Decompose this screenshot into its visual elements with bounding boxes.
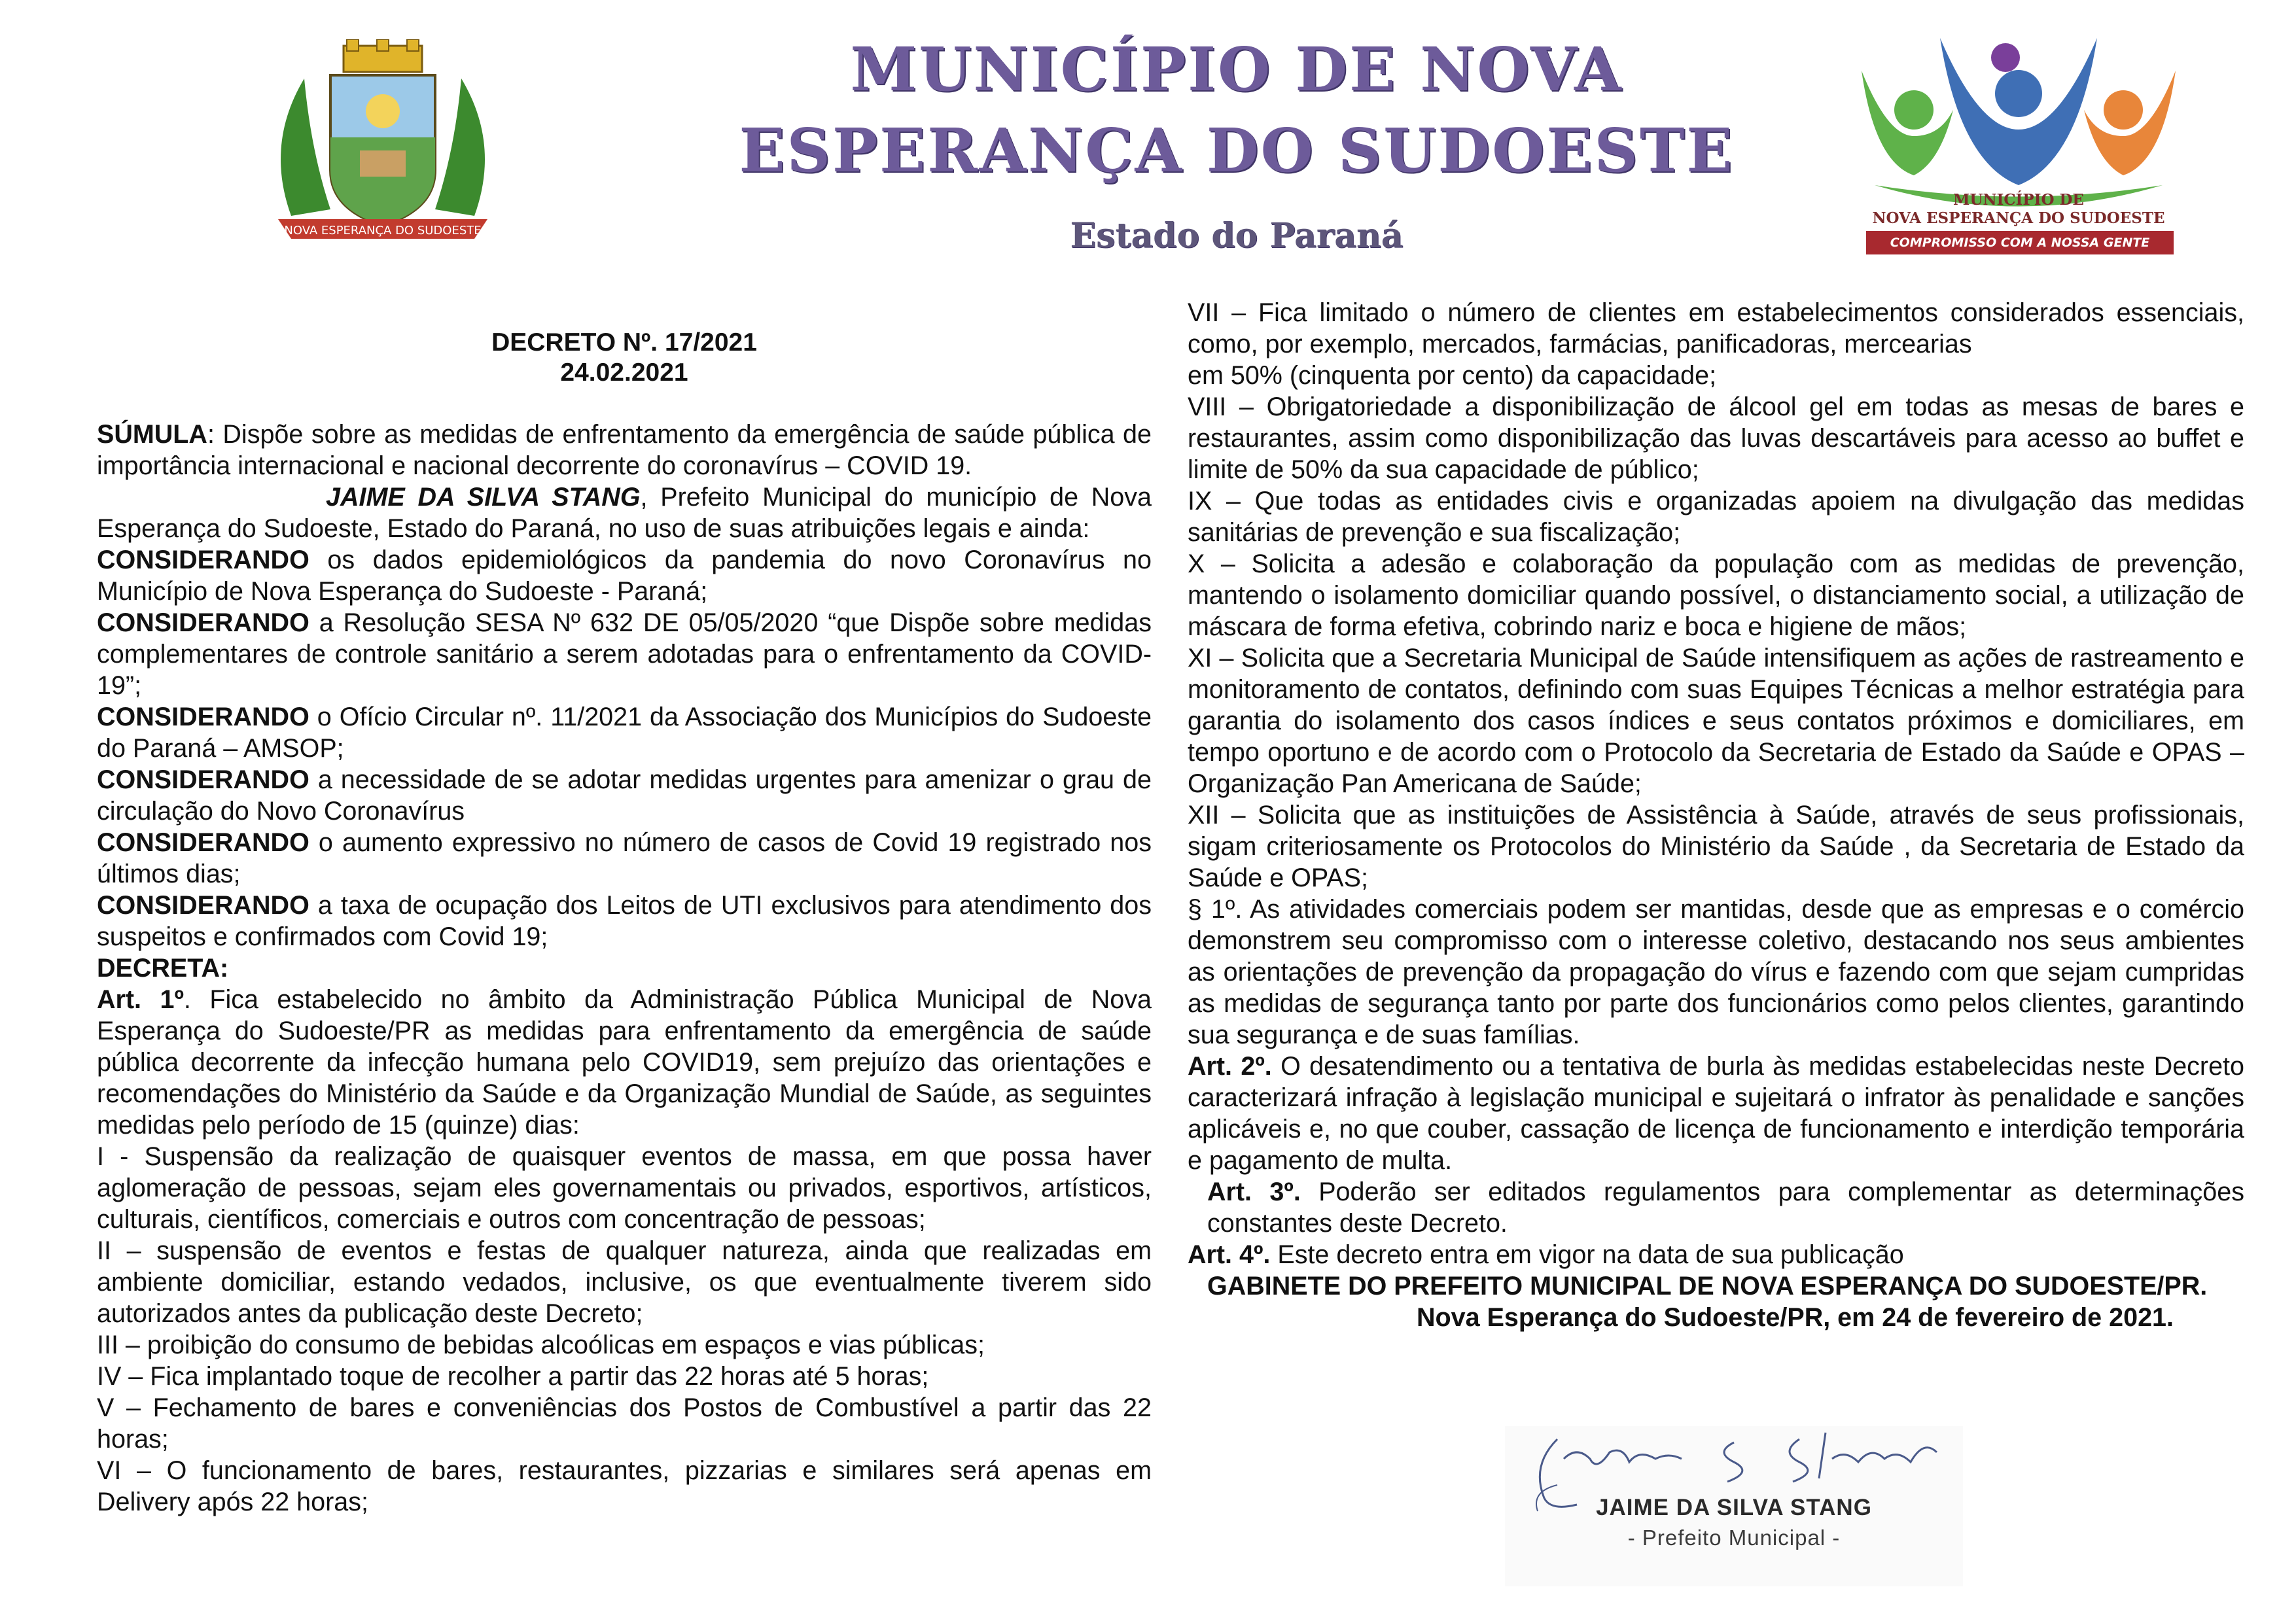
sumula-label: SÚMULA (97, 420, 207, 449)
place-date-line: Nova Esperança do Sudoeste/PR, em 24 de fevereiro de 2021. (1417, 1303, 2174, 1332)
gabinete-line: GABINETE DO PREFEITO MUNICIPAL DE NOVA ESPERANÇA DO SUDOESTE/PR. (1207, 1272, 2208, 1300)
sumula-paragraph (97, 419, 1152, 481)
item-iii: III – proibição do consumo de bebidas alcoólicas em espaços e vias públicas; (97, 1331, 985, 1359)
considerando-5-text: o aumento expressivo no número de casos de Covid 19 registrado nos últimos dias; (97, 828, 1152, 888)
mayor-paragraph (97, 481, 1152, 544)
mayor-name: JAIME DA SILVA STANG (326, 483, 641, 512)
article-2-text: O desatendimento ou a tentativa de burla às medidas estabelecidas neste Decreto caracterizará infração à legislação municipal e sujeitará o infrator às penalidade e sanções aplicáveis e, no que couber, cassação de licença de funcionamento e interdição temporária e pagamento de multa. (1188, 1052, 2244, 1175)
logo-text-line1: MUNICÍPIO DE (1953, 191, 2084, 209)
item-v: V – Fechamento de bares e conveniências dos Postos de Combustível a partir das 22 horas; (97, 1393, 1152, 1454)
item-vii (1188, 297, 2244, 391)
decree-date: 24.02.2021 (560, 358, 688, 387)
article-4-label: Art. 4º. (1188, 1240, 1271, 1269)
considerando-3-text: o Ofício Circular nº. 11/2021 da Associação dos Municípios do Sudoeste do Paraná – AMSOP; (97, 703, 1152, 763)
item-x: X – Solicita a adesão e colaboração da população com as medidas de prevenção, mantendo o isolamento domiciliar quando possível, o distanciamento social, a utilização de máscara de forma efetiva, cobrindo nariz e boca e higiene de mãos; (1188, 550, 2244, 641)
signature-role: - Prefeito Municipal - (1627, 1526, 1841, 1550)
svg-text:NOVA ESPERANÇA DO SUDOESTE: NOVA ESPERANÇA DO SUDOESTE (284, 224, 482, 237)
considerando-4 (97, 764, 1152, 827)
considerando-3 (97, 701, 1152, 764)
item-iv: IV – Fica implantado toque de recolher a partir das 22 horas até 5 horas; (97, 1362, 929, 1391)
considerando-label: CONSIDERANDO (97, 608, 309, 637)
sumula-text: : Dispõe sobre as medidas de enfrentamento da emergência de saúde pública de importância internacional e nacional decorrente do coronavírus – COVID 19. (97, 420, 1152, 480)
document-header (0, 0, 2296, 301)
article-2-label: Art. 2º. (1188, 1052, 1272, 1081)
item-xi: XI – Solicita que a Secretaria Municipal de Saúde intensifiquem as ações de rastreamento e monitoramento de contatos, definindo com suas Equipes Técnicas a melhor estratégia para garantia do isolamento dos casos índices e seus contatos próximos e domiciliares, em tempo oportuno e de acordo com o Protocolo da Secretaria de Estado da Saúde e OPAS – Organização Pan Americana de Saúde; (1188, 644, 2244, 798)
considerando-6-text: a taxa de ocupação dos Leitos de UTI exclusivos para atendimento dos suspeitos e confirmados com Covid 19; (97, 891, 1152, 951)
left-column (97, 419, 1152, 1518)
article-1 (97, 984, 1152, 1141)
right-column (1188, 297, 2244, 1333)
considerando-label: CONSIDERANDO (97, 703, 309, 731)
considerando-1 (97, 544, 1152, 607)
article-4-text: Este decreto entra em vigor na data de sua publicação (1270, 1240, 1904, 1269)
article-1-label: Art. 1º (97, 985, 184, 1014)
article-3 (1188, 1176, 2244, 1239)
item-vii-text: VII – Fica limitado o número de clientes em estabelecimentos considerados essenciais, como, por exemplo, mercados, farmácias, panificadoras, mercearias (1188, 298, 2244, 358)
decreta-heading: DECRETA: (97, 954, 229, 983)
article-2 (1188, 1051, 2244, 1176)
item-i: I - Suspensão da realização de quaisquer eventos de massa, em que possa haver aglomeração de pessoas, sejam eles governamentais ou privados, esportivos, artísticos, culturais, científicos, comerciais e outros com concentração de pessoas; (97, 1142, 1152, 1234)
state-subtitle: Estado do Paraná (1070, 216, 1404, 256)
item-viii: VIII – Obrigatoriedade a disponibilização de álcool gel em todas as mesas de bares e restaurantes, assim como disponibilização das luvas descartáveis para acesso ao buffet e limite de 50% da sua capacidade de público; (1188, 393, 2244, 484)
municipality-title-line1: MUNICÍPIO DE NOVA (850, 34, 1623, 105)
considerando-6 (97, 890, 1152, 952)
item-xii: XII – Solicita que as instituições de Assistência à Saúde, através de seus profissionais, sigam criteriosamente os Protocolos do Ministério da Saúde , da Secretaria de Estado da Saúde e OPAS; (1188, 801, 2244, 892)
considerando-label: CONSIDERANDO (97, 765, 309, 794)
considerando-label: CONSIDERANDO (97, 828, 309, 857)
decree-title: DECRETO Nº. 17/2021 (491, 328, 757, 357)
considerando-2-text: a Resolução SESA Nº 632 DE 05/05/2020 “que Dispõe sobre medidas complementares de controle sanitário a serem adotadas para o enfrentamento da COVID-19”; (97, 608, 1152, 700)
item-vii-continuation: em 50% (cinquenta por cento) da capacidade; (1188, 361, 1717, 390)
considerando-5 (97, 827, 1152, 890)
considerando-2 (97, 607, 1152, 701)
article-3-text: Poderão ser editados regulamentos para complementar as determinações constantes deste Decreto. (1207, 1178, 2244, 1238)
considerando-label: CONSIDERANDO (97, 546, 309, 574)
considerando-1-text: os dados epidemiológicos da pandemia do novo Coronavírus no Município de Nova Esperança do Sudoeste - Paraná; (97, 546, 1152, 606)
paragraph-1: § 1º. As atividades comerciais podem ser mantidas, desde que as empresas e o comércio demonstrem seu compromisso com o interesse coletivo, destacando nos seus ambientes as orientações de prevenção da propagação do vírus e fazendo com que sejam cumpridas as medidas de segurança tanto por parte dos funcionários como pelos clientes, garantindo sua segurança e de suas famílias. (1188, 895, 2244, 1049)
logo-text-line2: NOVA ESPERANÇA DO SUDOESTE (1872, 209, 2165, 227)
logo-banner: COMPROMISSO COM A NOSSA GENTE (1866, 231, 2174, 254)
article-4 (1188, 1239, 2244, 1270)
item-vi: VI – O funcionamento de bares, restaurantes, pizzarias e similares será apenas em Delivery após 22 horas; (97, 1456, 1152, 1516)
municipality-title-line2: ESPERANÇA DO SUDOESTE (739, 115, 1735, 186)
article-1-text: . Fica estabelecido no âmbito da Administração Pública Municipal de Nova Esperança do Sudoeste/PR as medidas para enfrentamento da emergência de saúde pública decorrente da infecção humana pelo COVID19, sem prejuízo das orientações e recomendações do Ministério da Saúde e da Organização Mundial de Saúde, as seguintes medidas pelo período de 15 (quinze) dias: (97, 985, 1152, 1140)
item-ii: II – suspensão de eventos e festas de qualquer natureza, ainda que realizadas em ambiente domiciliar, estando vedados, inclusive, os que eventualmente tiverem sido autorizados antes da publicação deste Decreto; (97, 1236, 1152, 1328)
considerando-4-text: a necessidade de se adotar medidas urgentes para amenizar o grau de circulação do Novo Coronavírus (97, 765, 1152, 826)
item-ix: IX – Que todas as entidades civis e organizadas apoiem na divulgação das medidas sanitárias de prevenção e sua fiscalização; (1188, 487, 2244, 547)
mayor-text: , Prefeito Municipal do município de Nova Esperança do Sudoeste, Estado do Paraná, no uso de suas atribuições legais e ainda: (97, 483, 1152, 543)
considerando-label: CONSIDERANDO (97, 891, 309, 920)
signature-name: JAIME DA SILVA STANG (1596, 1495, 1872, 1520)
coat-of-arms-icon (252, 39, 514, 249)
article-3-label: Art. 3º. (1207, 1178, 1301, 1206)
